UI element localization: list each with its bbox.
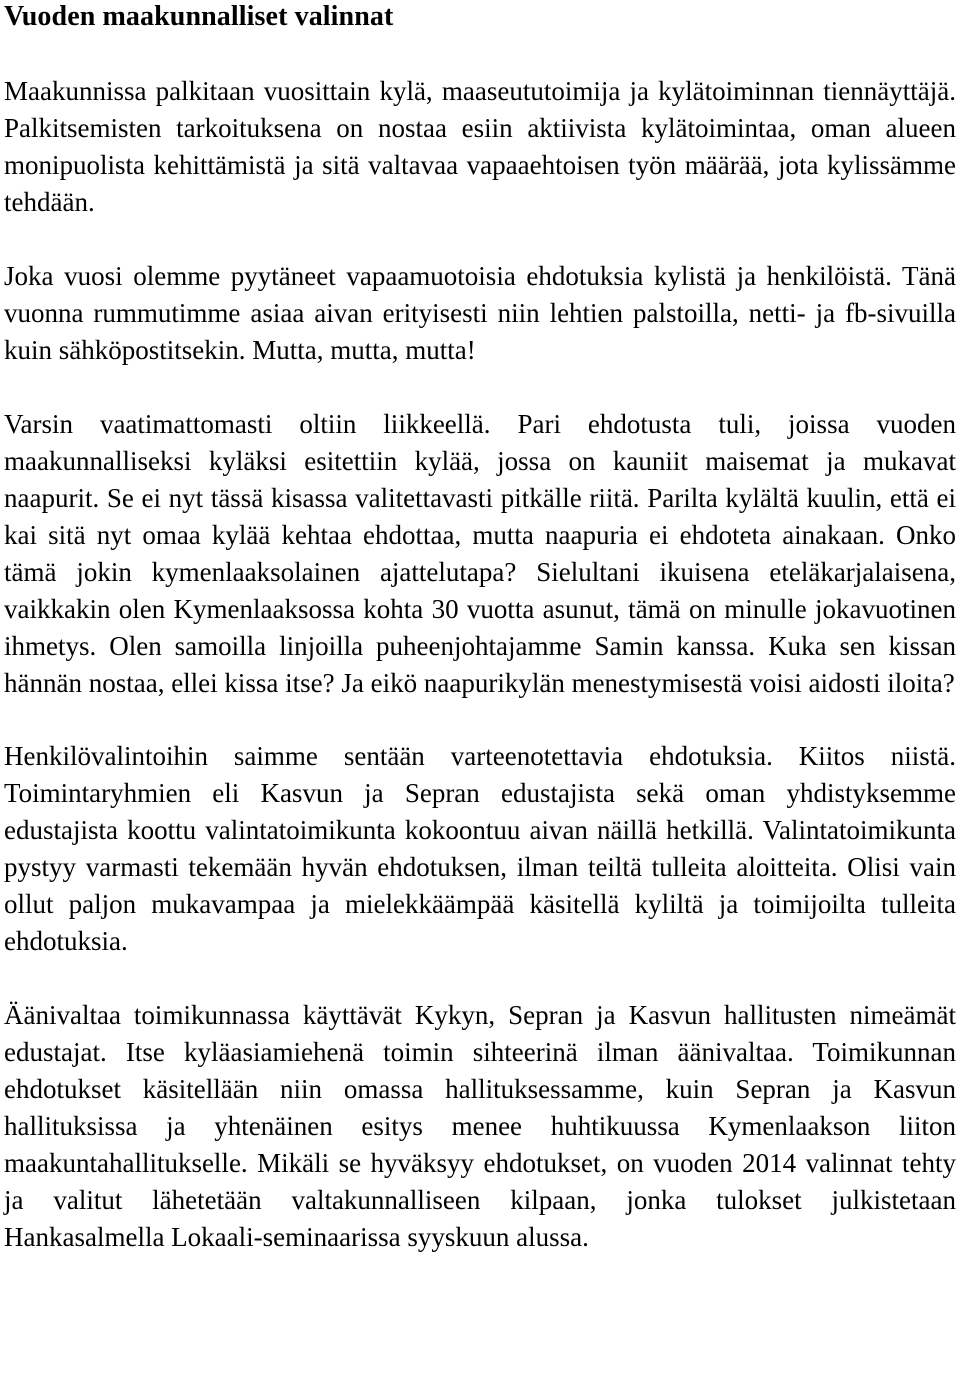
paragraph-person-selections: Henkilövalintoihin saimme sentään varteenotettavia ehdotuksia. Kiitos niistä. Toimintaryhmien eli Kasvun ja Sepran edustajista sekä oman yhdistyksemme edustajista koottu valintatoimikunta kokoontuu aivan näillä hetkillä. Valintatoimikunta pystyy varmasti tekemään hyvän ehdotuksen, ilman teiltä tulleita aloitteita. Olisi vain ollut paljon mukavampaa ja mielekkäämpää käsitellä kyliltä ja toimijoilta tulleita ehdotuksia.: [4, 741, 956, 956]
paragraph-intro: Maakunnissa palkitaan vuosittain kylä, maaseututoimija ja kylätoiminnan tiennäyttäjä. Palkitsemisten tarkoituksena on nostaa esiin aktiivista kylätoimintaa, oman alueen monipuolista kehittämistä ja sitä valtavaa vapaaehtoisen työn määrää, jota kylissämme tehdään.: [4, 76, 956, 217]
paragraph-modest-response: Varsin vaatimattomasti oltiin liikkeellä. Pari ehdotusta tuli, joissa vuoden maakunnalliseksi kyläksi esitettiin kylää, jossa on kauniit maisemat ja mukavat naapurit. Se ei nyt tässä kisassa valitettavasti pitkälle riitä. Parilta kylältä kuulin, että ei kai sitä nyt omaa kylää kehtaa ehdottaa, mutta naapuria ei ehdoteta ainakaan. Onko tämä jokin kymenlaaksolainen ajattelutapa? Sielultani ikuisena eteläkarjalaisena, vaikkakin olen Kymenlaaksossa kohta 30 vuotta asunut, tämä on minulle jokavuotinen ihmetys. Olen samoilla linjoilla puheenjohtajamme Samin kanssa. Kuka sen kissan hännän nostaa, ellei kissa itse? Ja eikö naapurikylän menestymisestä voisi aidosti iloita?: [4, 409, 956, 698]
document-title: Vuoden maakunnalliset valinnat: [4, 1, 394, 32]
document-page: [4, 0, 956, 1256]
paragraph-voting-process: Äänivaltaa toimikunnassa käyttävät Kykyn, Sepran ja Kasvun hallitusten nimeämät edustajat. Itse kyläasiamiehenä toimin sihteerinä ilman äänivaltaa. Toimikunnan ehdotukset käsitellään niin omassa hallituksessamme, kuin Sepran ja Kasvun hallituksissa ja yhtenäinen esitys menee huhtikuussa Kymenlaakson liiton maakuntahallitukselle. Mikäli se hyväksyy ehdotukset, on vuoden 2014 valinnat tehty ja valitut lähetetään valtakunnalliseen kilpaan, jonka tulokset julkistetaan Hankasalmella Lokaali-seminaarissa syyskuun alussa.: [4, 1000, 956, 1252]
paragraph-requests: Joka vuosi olemme pyytäneet vapaamuotoisia ehdotuksia kylistä ja henkilöistä. Tänä vuonna rummutimme asiaa aivan erityisesti niin lehtien palstoilla, netti- ja fb-sivuilla kuin sähköpostitsekin. Mutta, mutta, mutta!: [4, 261, 956, 365]
